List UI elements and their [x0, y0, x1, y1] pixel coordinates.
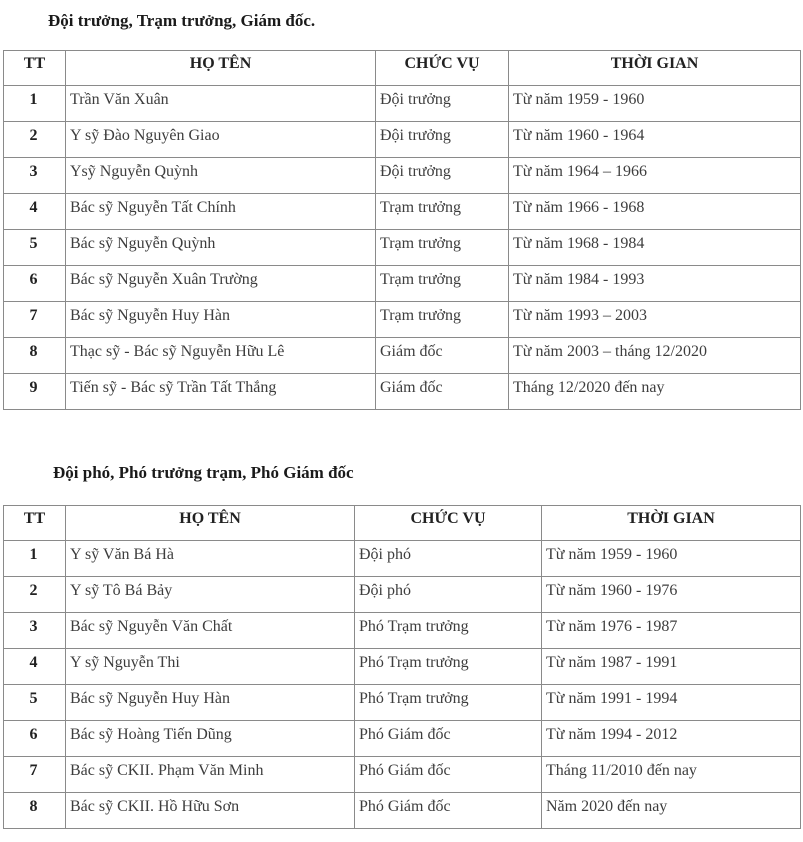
- name-cell: Bác sỹ CKII. Hồ Hữu Sơn: [66, 793, 355, 829]
- row-number-cell: 8: [4, 793, 66, 829]
- position-cell: Đội trưởng: [376, 158, 509, 194]
- table-row: [4, 721, 801, 757]
- name-cell: Ysỹ Nguyễn Quỳnh: [66, 158, 376, 194]
- table-row: [4, 266, 801, 302]
- name-cell: Bác sỹ Nguyễn Tất Chính: [66, 194, 376, 230]
- time-cell: Từ năm 1964 – 1966: [509, 158, 801, 194]
- row-number-cell: 6: [4, 266, 66, 302]
- position-cell: Đội trưởng: [376, 86, 509, 122]
- position-cell: Trạm trưởng: [376, 194, 509, 230]
- name-cell: Y sỹ Nguyễn Thi: [66, 649, 355, 685]
- header-row: [4, 51, 801, 86]
- leaders-table-header: [4, 51, 801, 86]
- position-cell: Phó Trạm trưởng: [355, 649, 542, 685]
- time-cell: Từ năm 1959 - 1960: [542, 541, 801, 577]
- table-row: [4, 649, 801, 685]
- time-cell: Từ năm 2003 – tháng 12/2020: [509, 338, 801, 374]
- table-row: [4, 122, 801, 158]
- time-cell: Từ năm 1966 - 1968: [509, 194, 801, 230]
- row-number-cell: 4: [4, 194, 66, 230]
- table-row: [4, 374, 801, 410]
- row-number-cell: 3: [4, 158, 66, 194]
- time-cell: Tháng 12/2020 đến nay: [509, 374, 801, 410]
- table-row: [4, 86, 801, 122]
- position-cell: Giám đốc: [376, 338, 509, 374]
- row-number-cell: 7: [4, 302, 66, 338]
- deputies-table: [3, 505, 801, 829]
- name-cell: Trần Văn Xuân: [66, 86, 376, 122]
- table-row: [4, 577, 801, 613]
- name-cell: Thạc sỹ - Bác sỹ Nguyễn Hữu Lê: [66, 338, 376, 374]
- header-row: [4, 506, 801, 541]
- row-number-cell: 4: [4, 649, 66, 685]
- table-row: [4, 613, 801, 649]
- column-header-position-cell: CHỨC VỤ: [376, 51, 509, 86]
- position-cell: Đội phó: [355, 577, 542, 613]
- name-cell: Bác sỹ Nguyễn Quỳnh: [66, 230, 376, 266]
- row-number-cell: 9: [4, 374, 66, 410]
- position-cell: Phó Giám đốc: [355, 793, 542, 829]
- time-cell: Từ năm 1976 - 1987: [542, 613, 801, 649]
- time-cell: Từ năm 1987 - 1991: [542, 649, 801, 685]
- column-header-time-cell: THỜI GIAN: [509, 51, 801, 86]
- table-row: [4, 230, 801, 266]
- row-number-cell: 3: [4, 613, 66, 649]
- column-header-row-number-cell: TT: [4, 51, 66, 86]
- position-cell: Trạm trưởng: [376, 230, 509, 266]
- name-cell: Bác sỹ Nguyễn Xuân Trường: [66, 266, 376, 302]
- time-cell: Từ năm 1984 - 1993: [509, 266, 801, 302]
- table-row: [4, 302, 801, 338]
- column-header-row-number-cell: TT: [4, 506, 66, 541]
- position-cell: Phó Giám đốc: [355, 721, 542, 757]
- row-number-cell: 7: [4, 757, 66, 793]
- name-cell: Y sỹ Văn Bá Hà: [66, 541, 355, 577]
- table-row: [4, 541, 801, 577]
- position-cell: Đội trưởng: [376, 122, 509, 158]
- time-cell: Từ năm 1993 – 2003: [509, 302, 801, 338]
- time-cell: Từ năm 1991 - 1994: [542, 685, 801, 721]
- row-number-cell: 8: [4, 338, 66, 374]
- time-cell: Năm 2020 đến nay: [542, 793, 801, 829]
- column-header-name-cell: HỌ TÊN: [66, 506, 355, 541]
- column-header-name-cell: HỌ TÊN: [66, 51, 376, 86]
- name-cell: Y sỹ Tô Bá Bảy: [66, 577, 355, 613]
- row-number-cell: 2: [4, 122, 66, 158]
- deputies-table-title: Đội phó, Phó trưởng trạm, Phó Giám đốc: [53, 463, 354, 482]
- row-number-cell: 6: [4, 721, 66, 757]
- row-number-cell: 2: [4, 577, 66, 613]
- position-cell: Trạm trưởng: [376, 302, 509, 338]
- name-cell: Y sỹ Đào Nguyên Giao: [66, 122, 376, 158]
- table-row: [4, 685, 801, 721]
- table-row: [4, 194, 801, 230]
- row-number-cell: 5: [4, 685, 66, 721]
- time-cell: Tháng 11/2010 đến nay: [542, 757, 801, 793]
- position-cell: Phó Trạm trưởng: [355, 685, 542, 721]
- position-cell: Phó Giám đốc: [355, 757, 542, 793]
- time-cell: Từ năm 1960 - 1976: [542, 577, 801, 613]
- row-number-cell: 1: [4, 86, 66, 122]
- leaders-table: [3, 50, 801, 410]
- table-row: [4, 158, 801, 194]
- table-row: [4, 757, 801, 793]
- time-cell: Từ năm 1994 - 2012: [542, 721, 801, 757]
- name-cell: Tiến sỹ - Bác sỹ Trần Tất Thắng: [66, 374, 376, 410]
- table-row: [4, 793, 801, 829]
- position-cell: Đội phó: [355, 541, 542, 577]
- name-cell: Bác sỹ CKII. Phạm Văn Minh: [66, 757, 355, 793]
- deputies-table-header: [4, 506, 801, 541]
- position-cell: Phó Trạm trưởng: [355, 613, 542, 649]
- leaders-table-title: Đội trưởng, Trạm trưởng, Giám đốc.: [48, 11, 316, 30]
- position-cell: Giám đốc: [376, 374, 509, 410]
- row-number-cell: 1: [4, 541, 66, 577]
- name-cell: Bác sỹ Nguyễn Văn Chất: [66, 613, 355, 649]
- position-cell: Trạm trưởng: [376, 266, 509, 302]
- time-cell: Từ năm 1959 - 1960: [509, 86, 801, 122]
- row-number-cell: 5: [4, 230, 66, 266]
- column-header-time-cell: THỜI GIAN: [542, 506, 801, 541]
- name-cell: Bác sỹ Nguyễn Huy Hàn: [66, 302, 376, 338]
- deputies-table-body: [4, 541, 801, 829]
- name-cell: Bác sỹ Nguyễn Huy Hàn: [66, 685, 355, 721]
- time-cell: Từ năm 1968 - 1984: [509, 230, 801, 266]
- table-row: [4, 338, 801, 374]
- time-cell: Từ năm 1960 - 1964: [509, 122, 801, 158]
- column-header-position-cell: CHỨC VỤ: [355, 506, 542, 541]
- leaders-table-body: [4, 86, 801, 410]
- name-cell: Bác sỹ Hoàng Tiến Dũng: [66, 721, 355, 757]
